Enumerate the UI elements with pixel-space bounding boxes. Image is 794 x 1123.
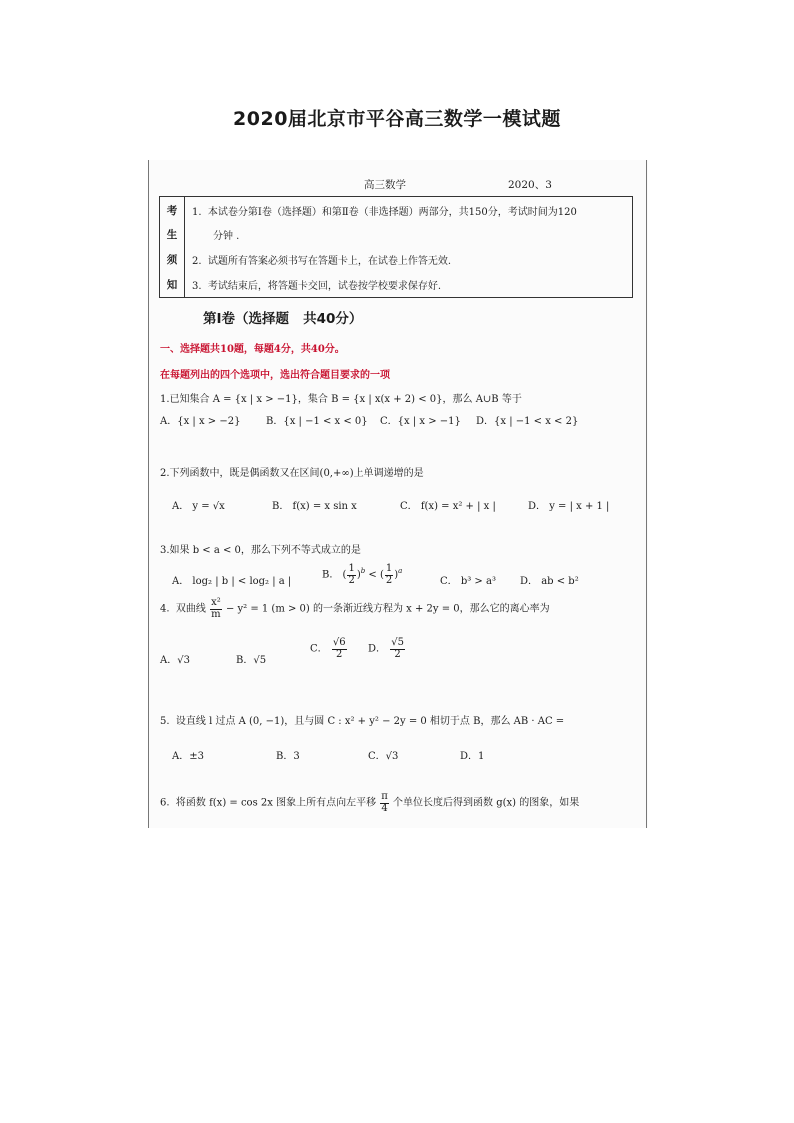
fraction-numerator: √6 [332, 637, 346, 648]
notice-label-char: 考 [166, 205, 178, 217]
question-3-stem: 3.如果 b < a < 0，那么下列不等式成立的是 [160, 545, 361, 556]
fraction [385, 564, 393, 586]
question-1-option-a: A．{x | x > −2} [160, 416, 241, 427]
question-1-option-b: B．{x | −1 < x < 0} [266, 416, 368, 427]
fraction-denominator: m [211, 608, 221, 620]
question-6-stem [160, 792, 579, 814]
question-3-option-b-letter: B． [322, 569, 340, 581]
notice-label-column [160, 197, 185, 297]
fraction [332, 638, 347, 660]
exam-date: 2020、3 [508, 179, 552, 191]
section-title: 第Ⅰ卷（选择题 共40分） [203, 311, 363, 327]
notice-label-char: 生 [166, 229, 178, 241]
fraction [380, 792, 389, 814]
relation-sign: < [368, 569, 377, 581]
question-3-option-b: B． ( $\frac{1}{2}$ )$^b$ < ( $\frac{1}{2}$ )$^a$ [322, 563, 403, 586]
question-4-option-d [368, 638, 406, 660]
question-4-option-a: A．√3 [160, 655, 190, 666]
question-6-stem-pre: 6. 将函数 f(x) = cos 2x 图象上所有点向左平移 [160, 797, 377, 809]
exam-subject: 高三数学 [364, 179, 406, 191]
question-1-option-d: D．{x | −1 < x < 2} [476, 416, 579, 427]
scan-border-right [646, 160, 647, 828]
fraction-denominator: 4 [381, 802, 388, 814]
question-4-option-d-letter: D． [368, 643, 387, 655]
fraction-numerator: √5 [391, 637, 404, 648]
candidate-notice-box [159, 196, 633, 298]
instruction-line: 一、选择题共10题，每题4分，共40分。 [160, 344, 345, 355]
exponent: b [360, 567, 366, 576]
notice-item: 1. 本试卷分第Ⅰ卷（选择题）和第Ⅱ卷（非选择题）两部分，共150分，考试时间为120 [192, 207, 577, 218]
notice-item: 3. 考试结束后，将答题卡交回，试卷按学校要求保存好. [192, 281, 442, 292]
fraction-numerator: π [381, 791, 388, 802]
notice-item: 2. 试题所有答案必须书写在答题卡上，在试卷上作答无效. [192, 256, 452, 267]
question-1-option-c: C．{x | x > −1} [380, 416, 461, 427]
notice-label-char: 须 [166, 254, 178, 266]
question-3-option-a: A． log₂ | b | < log₂ | a | [172, 576, 292, 587]
fraction-denominator: 2 [348, 574, 355, 586]
question-4-stem-pre: 4. 双曲线 [160, 603, 206, 615]
question-4-option-b: B．√5 [236, 655, 267, 666]
fraction [347, 564, 355, 586]
question-4-option-c-letter: C． [310, 643, 328, 655]
question-5-option-a: A．±3 [172, 751, 204, 762]
scan-border-left [148, 160, 149, 828]
question-4-stem-post: − y² = 1 (m > 0) 的一条渐近线方程为 x + 2y = 0，那么它的离心率为 [225, 603, 550, 615]
fraction [210, 598, 222, 620]
fraction-denominator: 2 [336, 648, 343, 660]
fraction-denominator: 2 [385, 574, 393, 586]
question-5-stem: 5. 设直线 l 过点 A (0, −1)，且与圆 C : x² + y² − 2y = 0 相切于点 B，那么 AB · AC = [160, 716, 565, 727]
exponent: a [398, 567, 403, 576]
fraction-numerator: 1 [348, 563, 355, 574]
question-4-stem [160, 598, 550, 620]
fraction [390, 638, 405, 660]
question-5-option-b: B．3 [276, 751, 300, 762]
question-3-option-c: C． b³ > a³ [440, 576, 496, 587]
fraction-denominator: 2 [394, 648, 401, 660]
page-title: 2020届北京市平谷高三数学一模试题 [233, 108, 561, 130]
question-3-option-d: D． ab < b² [520, 576, 579, 587]
fraction-numerator: 1 [385, 563, 393, 574]
question-5-option-d: D．1 [460, 751, 485, 762]
question-2-option-c: C． f(x) = x² + | x | [400, 501, 496, 512]
instruction-line: 在每题列出的四个选项中，选出符合题目要求的一项 [160, 370, 390, 381]
question-1-stem: 1.已知集合 A = {x | x > −1}，集合 B = {x | x(x + 2) < 0}，那么 A∪B 等于 [160, 394, 522, 405]
question-4-option-c [310, 638, 348, 660]
question-6-stem-post: 个单位长度后得到函数 g(x) 的图象，如果 [393, 797, 580, 809]
question-2-option-b: B． f(x) = x sin x [272, 501, 357, 512]
question-2-option-a: A． y = √x [172, 501, 225, 512]
question-2-option-d: D． y = | x + 1 | [528, 501, 610, 512]
notice-item: 分钟 . [213, 231, 240, 242]
fraction-numerator: x² [211, 597, 221, 608]
question-2-stem: 2.下列函数中，既是偶函数又在区间(0,+∞)上单调递增的是 [160, 468, 424, 479]
notice-label-char: 知 [166, 279, 178, 291]
question-5-option-c: C．√3 [368, 751, 399, 762]
